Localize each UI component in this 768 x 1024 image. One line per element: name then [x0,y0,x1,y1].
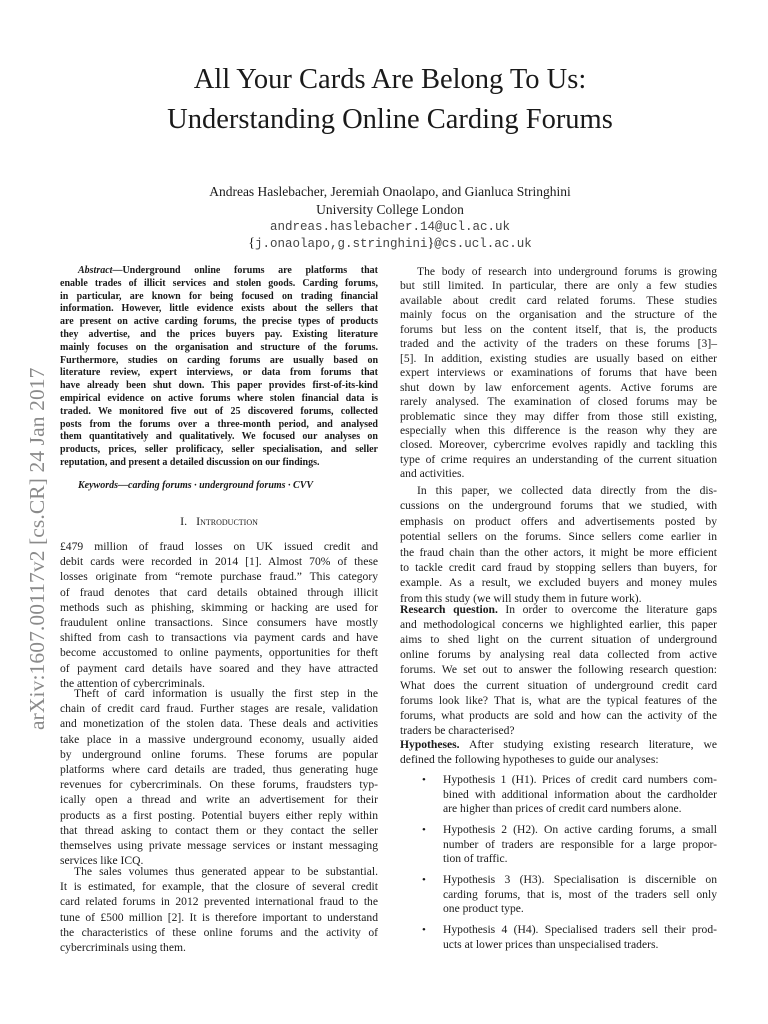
bullet-icon: • [422,824,426,836]
text-line: debit cards were recorded in 2014 [1]. Almost 70% of these [60,555,378,569]
text-line: online forums by analysing real data collected from active [400,648,717,662]
text-line: forums look like? That is, what are the typical features of the [400,693,717,707]
text-line: In this paper, we collected data directly from the dis- [417,484,717,497]
abstract-line: products, prices, seller prolificacy, seller specialisation, and seller [60,444,378,456]
hypothesis-line: Hypothesis 1 (H1). Prices of credit card numbers com- [443,773,717,786]
email-2-open-brace: { [248,236,255,251]
text-line: the fraud chain than the other actors, it might be more efficient [400,545,717,559]
text-line: What does the current situation of underground credit card [400,678,717,692]
text-line: traded and the activity of the traders on these forums [3]– [400,337,717,351]
hypothesis-line: carding forums, that is, most of the traders sell only [443,887,717,901]
text-line: of fraud denotes that card details obtained through illicit [60,585,378,599]
email-2-close-brace: } [427,236,435,251]
paper-title-line-2: Understanding Online Carding Forums [167,104,613,135]
paper-title-line-1: All Your Cards Are Belong To Us: [193,64,587,95]
abstract-line: mainly focuses on the organisation and structure of the forums. [60,341,378,353]
text-line: services like ICQ. [60,854,144,868]
text-line: chain of credit card fraud. Further stages are resale, validation [60,702,378,716]
text-line: The body of research into underground forums is growing [417,265,717,278]
text-line: closed. Moreover, cybercrime evolves rapidly and tackling this [400,438,717,452]
text-line: take place in a massive underground economy, usually aided [60,732,378,746]
text-line: fraudulent online transactions. Since consumers have mostly [60,616,378,629]
text-line: methods such as phishing, skimming or hacking are used for [60,600,378,614]
paragraph-text: In order to overcome the literature gaps [497,603,717,616]
hypothesis-line: tion of traffic. [443,852,508,866]
abstract-line: them quantitatively and qualitatively. We focused our analyses on [60,431,378,443]
text-line: forums. We set out to answer the following research question: [400,663,717,677]
text-line: traders be characterised? [400,723,515,737]
text-line: rarely analysed. The examination of closed forums may be [400,395,717,409]
text-line: products as a first posting. Potential buyers either reply within [60,808,378,822]
right-column [400,0,717,1024]
text-line: forums but less on the content itself, that is, the products [400,322,717,336]
abstract-line: have already been shut down. This paper provides first-of-its-kind [60,380,378,392]
hypothesis-line: are higher than prices of credit card numbers alone. [443,802,682,816]
text-line: problematic since they may differ from those still existing, [400,409,717,423]
text-line: and activities. [400,467,465,481]
section-heading [60,514,378,529]
text-line: cybercriminals using them. [60,941,186,954]
paragraph-text: After studying existing research literature, we [459,738,717,751]
text-line: that thread asking to contact them or they contact the seller [60,823,378,837]
text-line: shifted from cash to transactions via payment cards and have [60,631,378,645]
text-line: become accustomed to online payments, opportunities for theft [60,646,378,660]
hypothesis-line: bined with additional information about the cardholder [443,787,717,801]
paragraph-label: Research question. [400,603,498,616]
text-line: ically open a thread and write an advertisement for their [60,793,378,807]
text-line: and methodological concerns we highlighted earlier, this paper [400,618,717,632]
keywords-label: Keywords [78,480,118,491]
abstract-line: are present on active carding forums, the precise types of products [60,316,378,328]
email-2-domain: @cs.ucl.ac.uk [434,237,532,251]
abstract-line: they advertise, and the prices buyers pay. Existing literature [60,329,378,340]
hypothesis-line: number of traders are responsible for a large propor- [443,837,717,851]
text-line: defined the following hypotheses to guide our analyses: [400,753,659,767]
abstract-line [78,265,378,277]
abstract-line: literature review, expert interviews, or data from forums that [60,367,378,379]
abstract-line: enable trades of illicit services and stolen goods. Carding forums, [60,277,378,289]
text-line: and monetization of the stolen data. These deals and activities [60,717,378,731]
text-line: the attention of cybercriminals. [60,676,205,690]
affiliation: University College London [316,202,464,217]
abstract-label: Abstract [78,265,113,276]
text-line: It is estimated, for example, that the closure of several credit [60,880,378,894]
abstract-line: posts from the forums over a three-month period, and analysed [60,418,378,430]
text-line: expert interviews or examinations of forums that have been [400,366,717,380]
text-line: to tackle credit card fraud by stopping sellers than buyers, for [400,561,717,574]
hypothesis-line: Hypothesis 4 (H4). Specialised traders sell their prod- [443,923,717,936]
text-line: tune of £500 million [2]. It is therefore important to understand [60,910,378,924]
text-line: available about credit card related forums. These studies [400,293,717,307]
email-1: andreas.haslebacher.14@ucl.ac.uk [269,220,511,234]
text-line: The sales volumes thus generated appear to be substantial. [74,865,378,878]
section-number: I. [180,514,188,528]
abstract-line: traded. We monitored five out of 25 discovered forums, collected [60,405,378,417]
hypothesis-line: one product type. [443,902,524,916]
hypothesis-line: ucts at lower prices than unspecialised traders. [443,937,659,951]
text-line: £479 million of fraud losses on UK issued credit and [60,540,378,553]
text-line: emphasis on product offers and advertisements posted by [400,514,717,528]
text-line: revenues for cybercriminals. On these forums, fraudsters typ- [60,778,378,792]
bullet-icon: • [422,774,426,786]
text-line [400,738,717,751]
hypothesis-line: Hypothesis 2 (H2). On active carding forums, a small [443,823,717,836]
text-line: forums, what products are sold and how can the activity of the [400,708,717,722]
paragraph-label: Hypotheses. [400,738,460,751]
text-line: cussions on the underground forums that we studied, with [400,499,717,513]
text-line: from this study (we will study them in future work). [400,591,642,605]
left-column [60,0,378,1024]
text-line: potential sellers on the forums. Since sellers come earlier in [400,530,717,544]
text-line: losses originate from “remote purchase fraud.” This category [60,570,378,584]
abstract-line: information. However, little evidence exists about the sellers that [60,303,378,315]
text-line: but still limited. In particular, there are only a few studies [400,279,717,293]
text-line: Theft of card information is usually the first step in the [74,687,378,700]
text-line: [5]. In addition, existing studies are usually based on either [400,351,717,365]
text-line: of payment card details have soared and they have attracted [60,661,378,675]
text-line: aims to shed light on the current situation of underground [400,633,717,647]
keywords-text: —carding forums · underground forums · CVV [118,480,314,491]
abstract-line: Furthermore, studies on carding forums are usually based on [60,354,378,366]
text-line: card related forums in 2012 prevented international fraud to the [60,895,378,909]
text-line: shut down by law enforcement agents. Active forums are [400,380,717,394]
abstract-line-text: —Underground online forums are platforms that [112,265,378,276]
text-line: platforms where card details are traded, thus generating huge [60,763,378,776]
abstract-line: in particular, are known for being focused on trading financial [60,290,378,302]
text-line: especially when this difference is the reason why they are [400,423,717,437]
bullet-icon: • [422,874,426,886]
text-line: mainly focus on the organisation and the structure of the [400,308,717,322]
abstract-line: empirical evidence on active forums where stolen financial data is [60,393,378,404]
email-2-names: j.onaolapo,g.stringhini [254,237,428,251]
bullet-icon: • [422,924,426,936]
hypothesis-line: Hypothesis 3 (H3). Specialisation is discernible on [443,873,717,886]
text-line: by underground online forums. These forums are popular [60,747,378,761]
section-title: Introduction [196,514,258,528]
keywords [78,479,378,492]
arxiv-identifier: arXiv:1607.00117v2 [cs.CR] 24 Jan 2017 [25,367,49,730]
text-line: example. As a result, we excluded buyers and money mules [400,576,717,590]
text-line: type of crime requires an understanding of the current situation [400,452,717,466]
text-line [400,603,717,616]
text-line: themselves using private message services or instant messaging [60,839,378,852]
text-line: the characteristics of these online forums and the activity of [60,925,378,939]
abstract-line: reputation, and present a detailed discussion on our findings. [60,457,320,468]
authors: Andreas Haslebacher, Jeremiah Onaolapo, and Gianluca Stringhini [209,184,571,199]
